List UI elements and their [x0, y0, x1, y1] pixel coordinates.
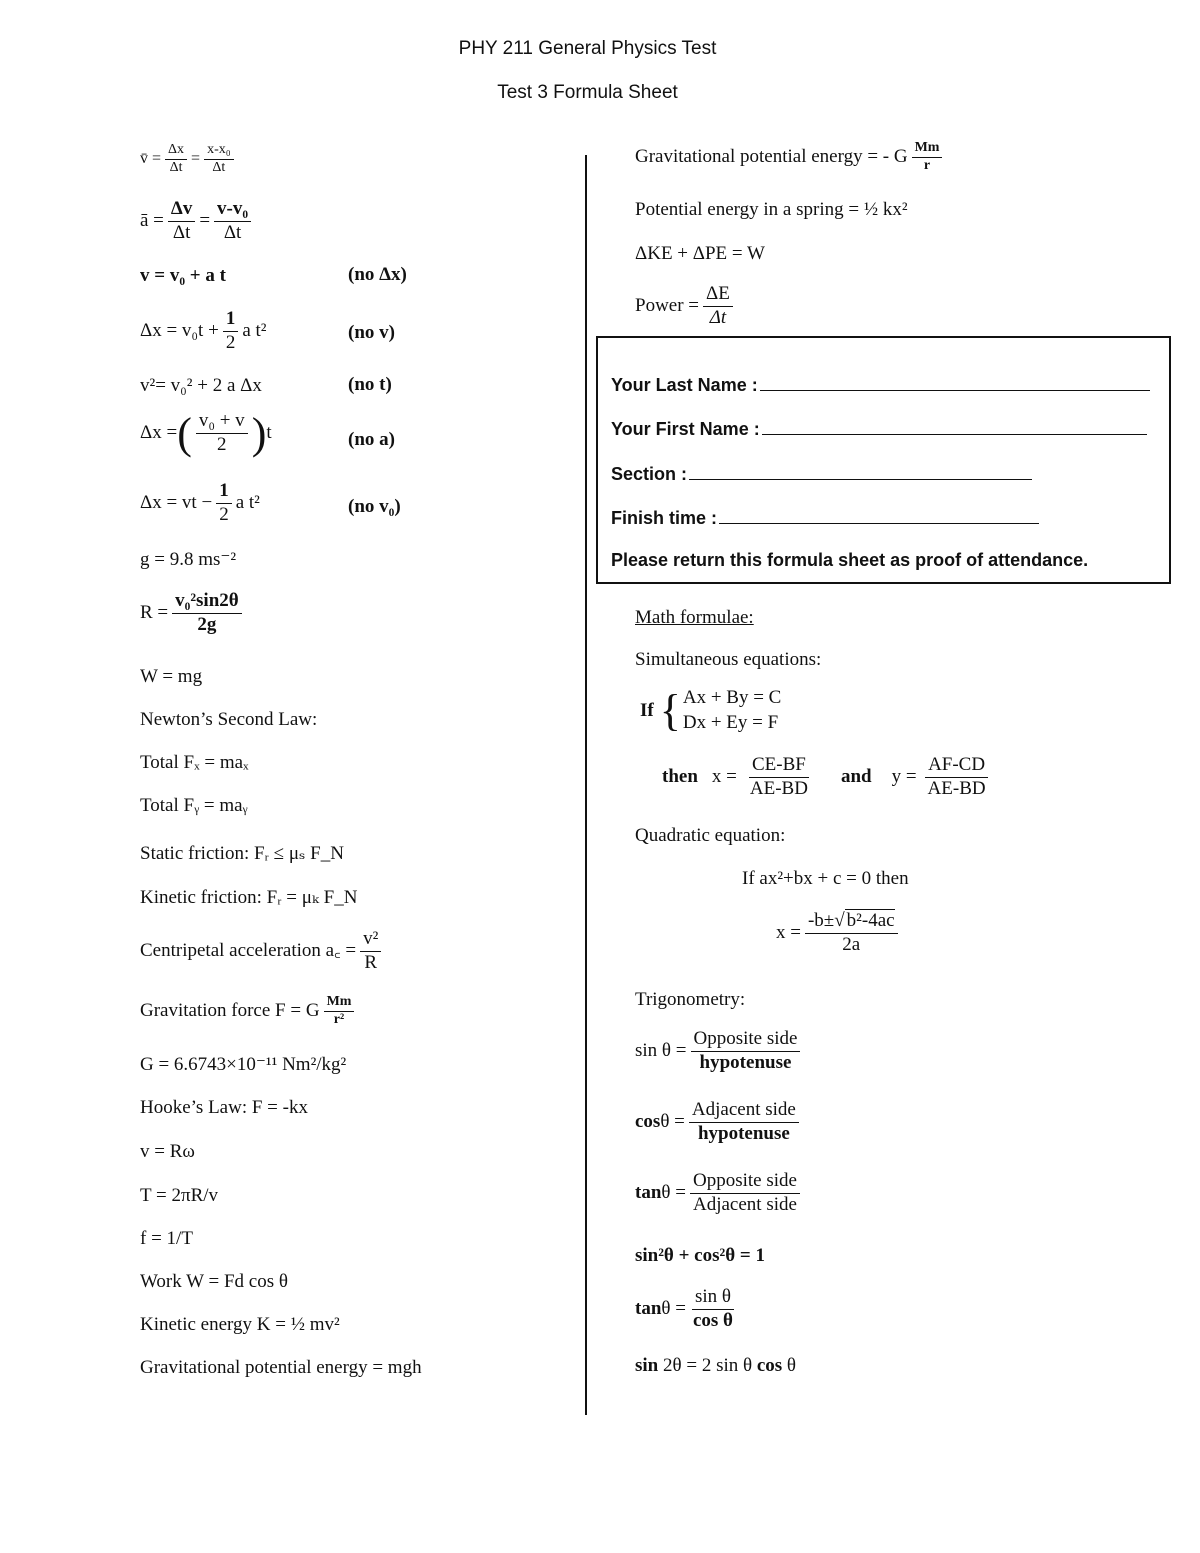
- formula-kinematic-4: Δx = ( $\frac{\text{v₀ + v}}{2}$ ) t: [140, 408, 272, 458]
- formula-period: T = 2πR/v: [140, 1185, 219, 1206]
- last-name-label: Your Last Name :: [611, 375, 758, 395]
- page-subtitle: Test 3 Formula Sheet: [497, 82, 678, 103]
- formula-gravity: g = 9.8 ms⁻²: [140, 549, 237, 570]
- formula-grav-potential-energy: Gravitational potential energy = - G $\frac{Mm}{r}$: [635, 140, 946, 175]
- attendance-form: [596, 336, 1171, 584]
- quadratic-condition: If ax²+bx + c = 0 then: [742, 868, 909, 889]
- formula-cosine: cos θ = $\frac{\text{Adjacent side}}{\text{hypotenuse}}$: [635, 1099, 803, 1146]
- formula-gravitation-force: Gravitation force F = G $\frac{Mm}{\text{r²}}$: [140, 994, 358, 1029]
- formula-tangent: tan θ = $\frac{\text{Opposite side}}{\text{Adjacent side}}$: [635, 1170, 804, 1217]
- formula-hookes-law: Hooke’s Law: F = -kx: [140, 1097, 308, 1118]
- section-label: Section :: [611, 464, 688, 484]
- formula-v-r-omega: v = Rω: [140, 1141, 195, 1162]
- simultaneous-system: If { Ax + By = C Dx + Ey = F: [640, 686, 782, 736]
- formula-energy-conservation: ΔKE + ΔPE = W: [635, 243, 765, 264]
- formula-static-friction: Static friction: Fᵣ ≤ μₛ F_N: [140, 843, 344, 864]
- formula-work: Work W = Fd cos θ: [140, 1271, 288, 1292]
- formula-kinematic-2: Δx = v₀t + $\frac{1}{2}$ a t²: [140, 308, 267, 353]
- formula-centripetal: Centripetal acceleration a꜀ = $\frac{\text{v²}}{R}$: [140, 928, 385, 975]
- finish-time-field[interactable]: [719, 507, 1039, 524]
- formula-kinetic-energy: Kinetic energy K = ½ mv²: [140, 1314, 340, 1335]
- column-divider: [585, 155, 587, 1415]
- formula-frequency: f = 1/T: [140, 1228, 193, 1249]
- note-no-dx: (no Δx): [348, 264, 407, 285]
- formula-power: Power = $\frac{\Delta E}{\Delta t}$: [635, 283, 737, 330]
- trigonometry-heading: Trigonometry:: [635, 989, 746, 1010]
- note-no-a: (no a): [348, 429, 395, 450]
- formula-pythagorean-identity: sin²θ + cos²θ = 1: [635, 1245, 765, 1266]
- simultaneous-solution: then x = $\frac{CE-BF}{AE-BD}$ and y = $\frac{AF-CD}{AE-BD}$: [662, 754, 993, 801]
- simultaneous-equations-heading: Simultaneous equations:: [635, 649, 822, 670]
- formula-kinematic-5: Δx = vt − $\frac{1}{2}$ a t²: [140, 480, 260, 525]
- note-no-v0: (no v₀): [348, 496, 401, 517]
- section-field[interactable]: [689, 463, 1032, 480]
- formula-range: R = $\frac{\text{v₀²sin2θ}}{2g}$: [140, 590, 246, 637]
- first-name-row: [611, 418, 1147, 440]
- formula-total-fy: Total Fᵧ = maᵧ: [140, 795, 248, 816]
- formula-average-velocity: v̄ = $\frac{\Delta x}{\Delta t}$ = $\frac{\text{x-x₀}}{\Delta t}$: [140, 142, 238, 177]
- formula-spring-pe: Potential energy in a spring = ½ kx²: [635, 199, 908, 220]
- formula-kinematic-3: v²= v₀² + 2 a Δx: [140, 375, 262, 396]
- quadratic-heading: Quadratic equation:: [635, 825, 786, 846]
- formula-sine: sin θ = $\frac{\text{Opposite side}}{\text{hypotenuse}}$: [635, 1028, 804, 1075]
- last-name-field[interactable]: [760, 374, 1150, 391]
- formula-kinetic-friction: Kinetic friction: Fᵣ = μₖ F_N: [140, 887, 358, 908]
- finish-time-row: [611, 507, 1039, 529]
- formula-tan-ratio: tan θ = $\frac{\text{sin θ}}{\text{cos θ}}$: [635, 1286, 733, 1331]
- first-name-label: Your First Name :: [611, 419, 760, 439]
- formula-total-fx: Total Fₓ = maₓ: [140, 752, 249, 773]
- formula-gravitational-pe: Gravitational potential energy = mgh: [140, 1357, 422, 1378]
- finish-time-label: Finish time :: [611, 508, 718, 528]
- math-formulae-heading: Math formulae:: [635, 607, 754, 628]
- formula-weight: W = mg: [140, 666, 203, 687]
- formula-double-angle: sin 2θ = 2 sin θ cos θ: [635, 1355, 797, 1376]
- note-no-v: (no v): [348, 322, 395, 343]
- quadratic-solution: x = $\frac{\text{-b±√ b²-4ac}}{2a}$: [776, 910, 902, 957]
- first-name-field[interactable]: [762, 418, 1147, 435]
- note-no-t: (no t): [348, 374, 392, 395]
- section-row: [611, 463, 1032, 485]
- formula-average-acceleration: ā = $\frac{\Delta v}{\Delta t}$ = $\frac{\text{v-v₀}}{\Delta t}$: [140, 198, 255, 245]
- page-title: PHY 211 General Physics Test: [458, 38, 717, 59]
- last-name-row: [611, 374, 1150, 396]
- newtons-second-law: Newton’s Second Law:: [140, 709, 318, 730]
- attendance-note: Please return this formula sheet as proof of attendance.: [611, 550, 1089, 570]
- formula-kinematic-1: v = v₀ + a t: [140, 265, 226, 286]
- formula-gravitational-constant: G = 6.6743×10⁻¹¹ Nm²/kg²: [140, 1054, 347, 1075]
